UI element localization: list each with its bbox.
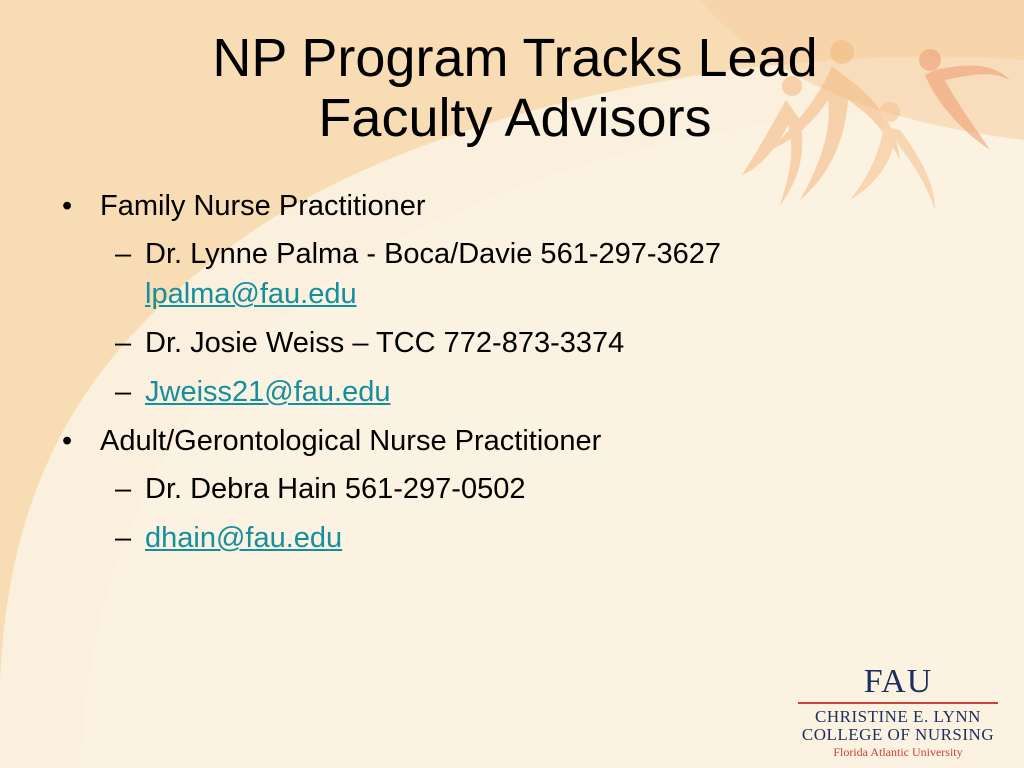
track-adult-gero-np (0, 421, 900, 558)
dash-icon: – (115, 473, 132, 505)
advisor-text: Dr. Josie Weiss – TCC 772-873-3374 (145, 327, 625, 359)
dash-icon: – (115, 327, 132, 359)
bullet-icon: • (62, 190, 73, 222)
email-link[interactable]: Jweiss21@fau.edu (145, 376, 391, 408)
dash-icon: – (115, 522, 132, 554)
advisor-item (100, 518, 900, 558)
title-line-2: Faculty Advisors (318, 88, 712, 148)
track-label: Adult/Gerontological Nurse Practitioner (100, 425, 602, 457)
advisor-item (100, 234, 900, 314)
track-family-np (0, 186, 900, 412)
advisor-item (100, 469, 900, 509)
dash-icon: – (115, 238, 132, 270)
advisor-item (100, 323, 900, 363)
email-link[interactable]: lpalma@fau.edu (145, 278, 357, 310)
track-label: Family Nurse Practitioner (100, 190, 426, 222)
logo-line-3: Florida Atlantic University (833, 745, 963, 759)
advisor-list (0, 186, 900, 567)
slide-title (60, 28, 970, 148)
bullet-icon: • (62, 425, 73, 457)
advisor-sublist (100, 469, 900, 558)
logo-divider (798, 702, 998, 704)
advisor-sublist (100, 234, 900, 412)
logo-mark: FAU (863, 663, 933, 700)
advisor-item (100, 372, 900, 412)
advisor-text: Dr. Debra Hain 561-297-0502 (145, 473, 526, 505)
logo-line-2: COLLEGE OF NURSING (801, 725, 995, 744)
logo-line-1: CHRISTINE E. LYNN (815, 707, 981, 726)
advisor-text: Dr. Lynne Palma - Boca/Davie 561-297-3627 (145, 238, 722, 270)
email-link[interactable]: dhain@fau.edu (145, 522, 343, 554)
dash-icon: – (115, 376, 132, 408)
fau-nursing-logo (798, 664, 998, 760)
title-line-1: NP Program Tracks Lead (212, 28, 818, 88)
